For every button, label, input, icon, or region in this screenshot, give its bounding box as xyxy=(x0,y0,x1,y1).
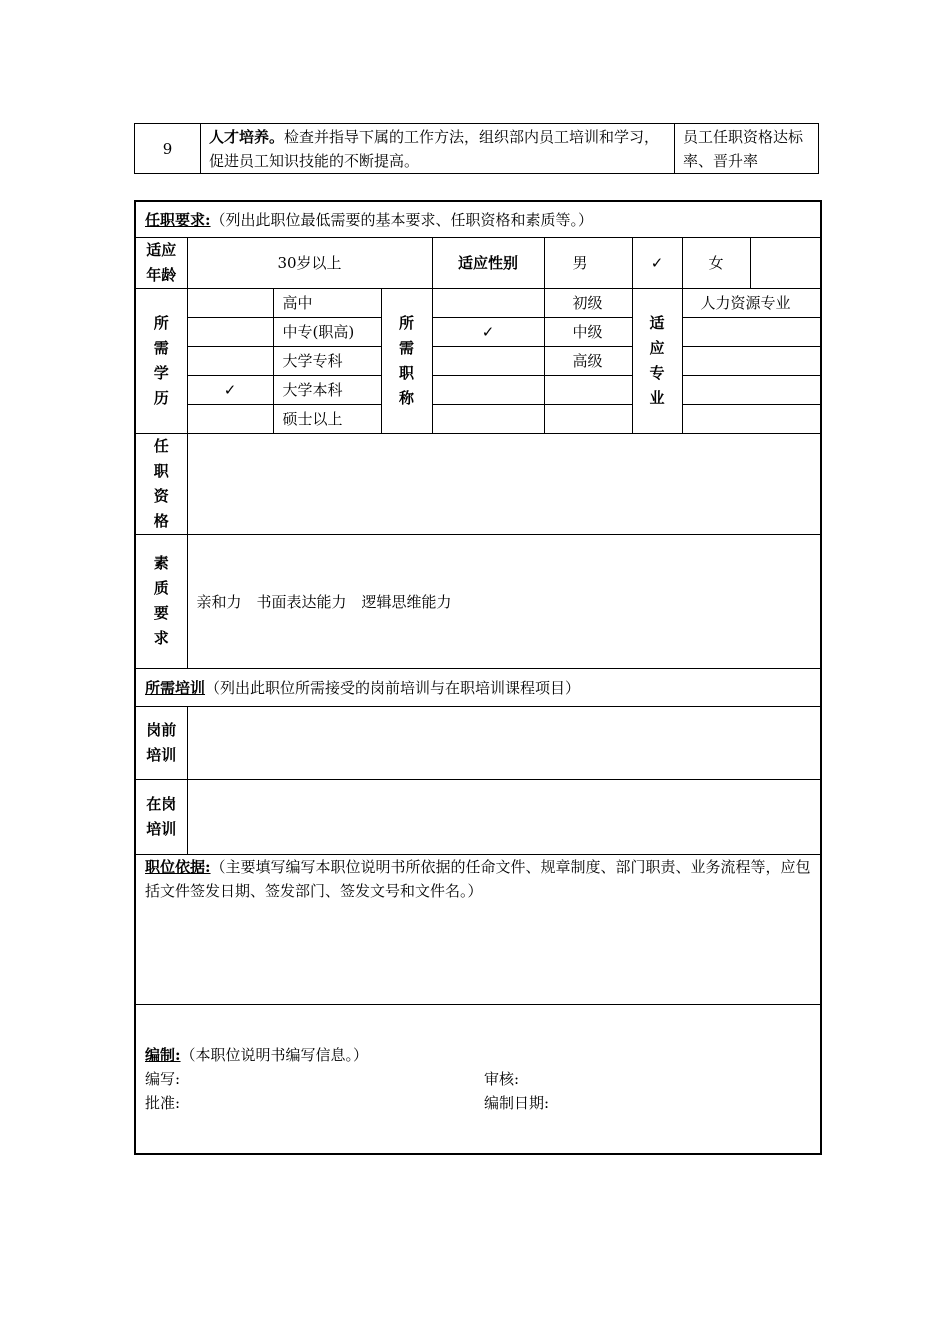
gender-label: 适应性别 xyxy=(432,237,544,288)
major-label: 适 应 专 业 xyxy=(632,288,682,433)
major-value xyxy=(682,404,821,433)
basis-title: 职位依据: xyxy=(145,857,211,876)
job-title-label: 所 需 职 称 xyxy=(381,288,432,433)
table-row xyxy=(135,668,821,706)
table-row xyxy=(135,779,821,854)
compile-section xyxy=(135,1004,821,1154)
reviewer-label: 审核: xyxy=(484,1069,520,1088)
education-check xyxy=(187,288,273,317)
gender-male-check: ✓ xyxy=(632,237,682,288)
age-label: 适应 年龄 xyxy=(135,237,187,288)
quality-label: 素 质 要 求 xyxy=(135,534,187,668)
basis-section xyxy=(135,854,821,1004)
table-row xyxy=(135,404,821,433)
job-title-level: 高级 xyxy=(544,346,632,375)
compile-header xyxy=(145,1043,820,1067)
table-row xyxy=(135,124,819,174)
table-row xyxy=(135,1004,821,1154)
job-title-check xyxy=(432,375,544,404)
training-note: （列出此职位所需接受的岗前培训与在职培训课程项目） xyxy=(205,678,581,697)
quality-value: 亲和力 书面表达能力 逻辑思维能力 xyxy=(187,534,821,668)
major-value xyxy=(682,346,821,375)
table-row xyxy=(135,375,821,404)
job-title-check: ✓ xyxy=(432,317,544,346)
education-check xyxy=(187,317,273,346)
education-level: 硕士以上 xyxy=(273,404,381,433)
training-title: 所需培训 xyxy=(145,678,206,697)
gender-female: 女 xyxy=(682,237,750,288)
compile-row xyxy=(145,1091,820,1115)
table-row xyxy=(135,288,821,317)
qualification-value xyxy=(187,433,821,534)
responsibility-description xyxy=(201,124,675,174)
job-title-check xyxy=(432,346,544,375)
qualification-label: 任 职 资 格 xyxy=(135,433,187,534)
job-title-level: 中级 xyxy=(544,317,632,346)
gender-male: 男 xyxy=(544,237,632,288)
education-level: 大学本科 xyxy=(273,375,381,404)
compile-title: 编制: xyxy=(145,1045,181,1064)
education-check xyxy=(187,404,273,433)
education-check xyxy=(187,346,273,375)
major-value: 人力资源专业 xyxy=(682,288,821,317)
age-value: 30岁以上 xyxy=(187,237,432,288)
table-row xyxy=(135,346,821,375)
requirements-title: 任职要求: xyxy=(145,210,211,229)
job-title-level xyxy=(544,404,632,433)
job-title-check xyxy=(432,404,544,433)
requirements-table xyxy=(134,200,822,1155)
responsibility-text: 检查并指导下属的工作方法，组织部内员工培训和学习，促进员工知识技能的不断提高。 xyxy=(209,127,660,170)
row-number: 9 xyxy=(135,124,201,174)
requirements-note: （列出此职位最低需要的基本要求、任职资格和素质等。） xyxy=(210,210,594,229)
pre-training-label: 岗前 培训 xyxy=(135,706,187,779)
requirements-header xyxy=(135,201,821,237)
compile-row xyxy=(145,1067,820,1091)
gender-female-check xyxy=(750,237,821,288)
major-value xyxy=(682,375,821,404)
job-title-level: 初级 xyxy=(544,288,632,317)
job-title-check xyxy=(432,288,544,317)
table-row xyxy=(135,433,821,534)
pre-training-value xyxy=(187,706,821,779)
date-label: 编制日期: xyxy=(484,1093,550,1112)
on-training-label: 在岗 培训 xyxy=(135,779,187,854)
education-level: 高中 xyxy=(273,288,381,317)
table-row xyxy=(135,201,821,237)
table-row xyxy=(135,706,821,779)
table-row xyxy=(135,237,821,288)
table-row xyxy=(135,317,821,346)
responsibility-table xyxy=(134,123,819,174)
training-header xyxy=(135,668,821,706)
education-level: 中专(职高) xyxy=(273,317,381,346)
compile-note: （本职位说明书编写信息。） xyxy=(180,1045,369,1064)
job-title-level xyxy=(544,375,632,404)
responsibility-title: 人才培养。 xyxy=(209,127,285,146)
responsibility-kpi: 员工任职资格达标率、晋升率 xyxy=(675,124,819,174)
education-check: ✓ xyxy=(187,375,273,404)
education-label: 所 需 学 历 xyxy=(135,288,187,433)
major-value xyxy=(682,317,821,346)
table-row xyxy=(135,854,821,1004)
table-row xyxy=(135,534,821,668)
approver-label: 批准: xyxy=(145,1093,181,1112)
education-level: 大学专科 xyxy=(273,346,381,375)
basis-note: （主要填写编写本职位说明书所依据的任命文件、规章制度、部门职责、业务流程等，应包括文件签发日期、签发部门、签发文号和文件名。） xyxy=(145,857,811,900)
writer-label: 编写: xyxy=(145,1069,181,1088)
on-training-value xyxy=(187,779,821,854)
